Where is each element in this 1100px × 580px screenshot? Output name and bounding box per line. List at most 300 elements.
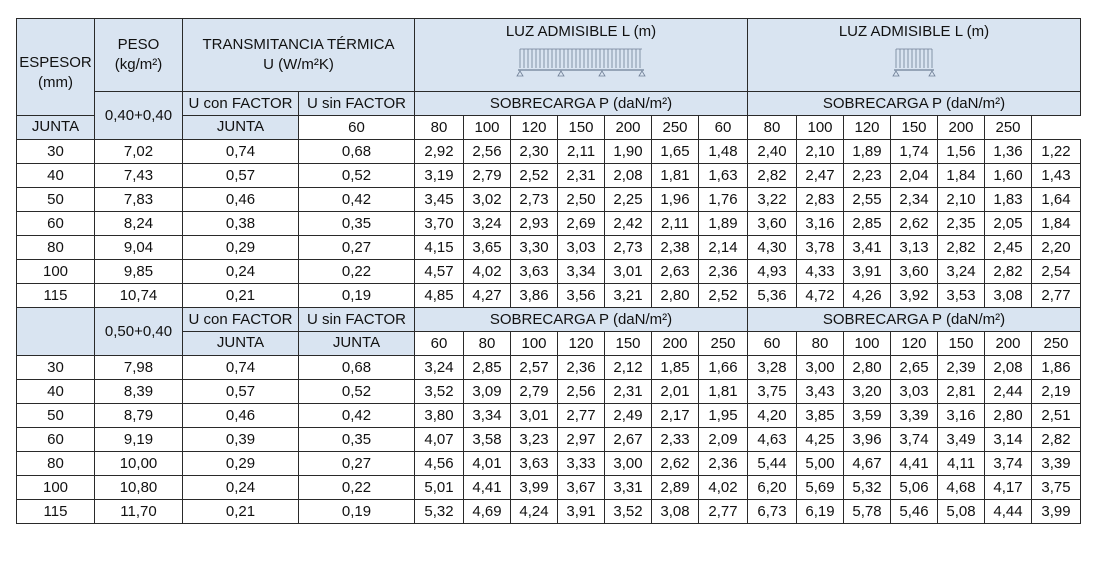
luz-right-cell: 5,69 <box>797 476 844 500</box>
u-con-cell: 0,29 <box>183 452 299 476</box>
sobrecarga-right-label: SOBRECARGA P (daN/m²) <box>748 92 1081 116</box>
luz-right-cell: 2,65 <box>891 356 938 380</box>
luz-right-cell: 1,83 <box>985 188 1032 212</box>
table-row <box>17 476 1081 500</box>
u-sin-factor-label: U sin FACTOR <box>299 92 415 116</box>
luz-left-cell: 3,45 <box>415 188 464 212</box>
luz-left-cell: 2,69 <box>558 212 605 236</box>
luz-left-cell: 2,17 <box>652 404 699 428</box>
table-row <box>17 188 1081 212</box>
u-con-cell: 0,39 <box>183 428 299 452</box>
u-sin-cell: 0,42 <box>299 404 415 428</box>
luz-right-cell: 3,00 <box>797 356 844 380</box>
luz-left-cell: 2,80 <box>652 284 699 308</box>
load-right-header: 80 <box>748 116 797 140</box>
u-con-cell: 0,24 <box>183 260 299 284</box>
luz-left-cell: 2,56 <box>558 380 605 404</box>
peso-cell: 8,24 <box>95 212 183 236</box>
luz-right-cell: 5,78 <box>844 500 891 524</box>
luz-right-cell: 2,35 <box>938 212 985 236</box>
luz-right-cell: 3,78 <box>797 236 844 260</box>
table-body <box>17 19 1081 524</box>
luz-right-cell: 1,56 <box>938 140 985 164</box>
luz-right-cell: 1,84 <box>938 164 985 188</box>
u-sin-cell: 0,19 <box>299 500 415 524</box>
espesor-cell: 60 <box>17 428 95 452</box>
luz-right-cell: 4,17 <box>985 476 1032 500</box>
table-row <box>17 500 1081 524</box>
luz-right-cell: 3,74 <box>985 452 1032 476</box>
load-left-header: 120 <box>511 116 558 140</box>
luz-left-cell: 5,01 <box>415 476 464 500</box>
luz-left-cell: 3,30 <box>511 236 558 260</box>
luz-right-cell: 3,75 <box>748 380 797 404</box>
luz-left-cell: 2,12 <box>605 356 652 380</box>
load-left-header: 120 <box>558 332 605 356</box>
luz-admisible-table <box>16 18 1081 524</box>
peso-cell: 10,74 <box>95 284 183 308</box>
luz-left-cell: 3,34 <box>558 260 605 284</box>
luz-right-cell: 3,49 <box>938 428 985 452</box>
luz-right-cell: 2,08 <box>985 356 1032 380</box>
u-con-cell: 0,74 <box>183 356 299 380</box>
luz-left-cell: 3,01 <box>605 260 652 284</box>
u-sin-cell: 0,52 <box>299 380 415 404</box>
luz-left-cell: 2,14 <box>699 236 748 260</box>
transmitancia-header-cell <box>183 19 415 92</box>
luz-right-cell: 2,45 <box>985 236 1032 260</box>
luz-left-cell: 1,90 <box>605 140 652 164</box>
luz-left-cell: 2,33 <box>652 428 699 452</box>
luz-right-cell: 4,93 <box>748 260 797 284</box>
espesor-cell: 80 <box>17 452 95 476</box>
luz-left-cell: 2,73 <box>511 188 558 212</box>
single-span-beam-diagram-icon <box>892 44 936 82</box>
u-sin-cell: 0,35 <box>299 212 415 236</box>
luz-right-cell: 2,82 <box>1032 428 1081 452</box>
luz-left-cell: 3,70 <box>415 212 464 236</box>
luz-left-cell: 4,15 <box>415 236 464 260</box>
luz-left-cell: 3,52 <box>415 380 464 404</box>
load-left-header: 100 <box>511 332 558 356</box>
u-con-cell: 0,38 <box>183 212 299 236</box>
load-right-header: 60 <box>748 332 797 356</box>
luz-left-cell: 1,81 <box>699 380 748 404</box>
table-row <box>17 428 1081 452</box>
u-sin-cell: 0,68 <box>299 140 415 164</box>
luz-right-cell: 2,77 <box>1032 284 1081 308</box>
load-left-header: 200 <box>605 116 652 140</box>
luz-left-cell: 4,24 <box>511 500 558 524</box>
luz-right-cell: 2,10 <box>797 140 844 164</box>
espesor-cell: 40 <box>17 164 95 188</box>
luz-right-cell: 2,40 <box>748 140 797 164</box>
luz-left-cell: 1,89 <box>699 212 748 236</box>
luz-right-cell: 2,47 <box>797 164 844 188</box>
luz-left-cell: 2,89 <box>652 476 699 500</box>
luz-left-cell: 2,09 <box>699 428 748 452</box>
luz-right-cell: 3,60 <box>891 260 938 284</box>
luz-right-cell: 2,81 <box>938 380 985 404</box>
section-header-row-1 <box>17 308 1081 332</box>
peso-cell: 7,98 <box>95 356 183 380</box>
peso-cell: 8,39 <box>95 380 183 404</box>
luz-right-cell: 3,53 <box>938 284 985 308</box>
luz-left-cell: 2,25 <box>605 188 652 212</box>
load-left-header: 80 <box>464 332 511 356</box>
luz-right-cell: 3,41 <box>844 236 891 260</box>
luz-left-title: LUZ ADMISIBLE L (m) <box>505 23 657 40</box>
luz-left-cell: 4,85 <box>415 284 464 308</box>
luz-left-cell: 4,07 <box>415 428 464 452</box>
u-con-factor-label: U con FACTOR <box>183 308 299 332</box>
luz-left-cell: 3,34 <box>464 404 511 428</box>
luz-left-cell: 2,30 <box>511 140 558 164</box>
luz-left-header-cell <box>415 19 748 92</box>
luz-right-cell: 2,39 <box>938 356 985 380</box>
u-con-cell: 0,21 <box>183 500 299 524</box>
u-con-junta-label: JUNTA <box>183 332 299 356</box>
u-sin-cell: 0,22 <box>299 476 415 500</box>
luz-right-cell: 4,20 <box>748 404 797 428</box>
peso-label-cell: 0,40+0,40 <box>95 92 183 140</box>
luz-left-cell: 4,69 <box>464 500 511 524</box>
luz-right-cell: 5,06 <box>891 476 938 500</box>
luz-left-cell: 5,32 <box>415 500 464 524</box>
u-sin-cell: 0,22 <box>299 260 415 284</box>
table-row <box>17 164 1081 188</box>
luz-right-cell: 2,80 <box>844 356 891 380</box>
luz-right-cell: 4,72 <box>797 284 844 308</box>
sobrecarga-right-label: SOBRECARGA P (daN/m²) <box>748 308 1081 332</box>
luz-left-cell: 1,63 <box>699 164 748 188</box>
load-right-header: 60 <box>699 116 748 140</box>
luz-right-cell: 3,39 <box>891 404 938 428</box>
u-con-junta-label: JUNTA <box>17 116 95 140</box>
luz-right-cell: 4,67 <box>844 452 891 476</box>
luz-left-cell: 1,85 <box>652 356 699 380</box>
espesor-cell: 60 <box>17 212 95 236</box>
luz-right-cell: 5,36 <box>748 284 797 308</box>
table-row <box>17 380 1081 404</box>
luz-right-cell: 1,60 <box>985 164 1032 188</box>
u-con-cell: 0,29 <box>183 236 299 260</box>
u-sin-cell: 0,52 <box>299 164 415 188</box>
u-con-cell: 0,46 <box>183 404 299 428</box>
luz-left-cell: 1,96 <box>652 188 699 212</box>
luz-right-cell: 3,59 <box>844 404 891 428</box>
load-left-header: 100 <box>464 116 511 140</box>
luz-left-cell: 2,77 <box>699 500 748 524</box>
load-left-header: 60 <box>415 332 464 356</box>
luz-right-cell: 2,04 <box>891 164 938 188</box>
luz-left-cell: 2,52 <box>511 164 558 188</box>
luz-right-cell: 3,85 <box>797 404 844 428</box>
luz-right-cell: 3,39 <box>1032 452 1081 476</box>
luz-left-cell: 1,66 <box>699 356 748 380</box>
luz-right-cell: 3,22 <box>748 188 797 212</box>
luz-left-cell: 3,23 <box>511 428 558 452</box>
u-con-cell: 0,57 <box>183 164 299 188</box>
luz-left-cell: 2,97 <box>558 428 605 452</box>
luz-right-cell: 1,84 <box>1032 212 1081 236</box>
espesor-cell: 100 <box>17 260 95 284</box>
peso-cell: 9,19 <box>95 428 183 452</box>
luz-right-cell: 4,63 <box>748 428 797 452</box>
luz-left-cell: 4,56 <box>415 452 464 476</box>
luz-right-title: LUZ ADMISIBLE L (m) <box>838 23 990 40</box>
luz-right-cell: 3,14 <box>985 428 1032 452</box>
luz-left-cell: 4,01 <box>464 452 511 476</box>
peso-label-cell: 0,50+0,40 <box>95 308 183 356</box>
u-con-cell: 0,46 <box>183 188 299 212</box>
luz-right-cell: 6,20 <box>748 476 797 500</box>
luz-right-cell: 3,08 <box>985 284 1032 308</box>
luz-left-cell: 2,50 <box>558 188 605 212</box>
espesor-cell: 80 <box>17 236 95 260</box>
espesor-cell: 50 <box>17 404 95 428</box>
sobrecarga-left-label: SOBRECARGA P (daN/m²) <box>415 92 748 116</box>
luz-left-cell: 3,02 <box>464 188 511 212</box>
luz-right-cell: 6,73 <box>748 500 797 524</box>
luz-right-cell: 1,36 <box>985 140 1032 164</box>
u-con-cell: 0,24 <box>183 476 299 500</box>
luz-left-cell: 2,85 <box>464 356 511 380</box>
table-row <box>17 356 1081 380</box>
luz-left-cell: 2,36 <box>699 452 748 476</box>
u-sin-cell: 0,19 <box>299 284 415 308</box>
luz-left-cell: 2,93 <box>511 212 558 236</box>
luz-right-cell: 3,43 <box>797 380 844 404</box>
luz-right-cell: 2,62 <box>891 212 938 236</box>
load-left-header: 80 <box>415 116 464 140</box>
luz-left-cell: 2,31 <box>558 164 605 188</box>
luz-left-cell: 2,31 <box>605 380 652 404</box>
luz-right-cell: 1,22 <box>1032 140 1081 164</box>
luz-right-cell: 1,86 <box>1032 356 1081 380</box>
u-sin-cell: 0,35 <box>299 428 415 452</box>
luz-right-cell: 2,19 <box>1032 380 1081 404</box>
luz-left-cell: 2,56 <box>464 140 511 164</box>
luz-right-cell: 4,11 <box>938 452 985 476</box>
luz-right-cell: 3,96 <box>844 428 891 452</box>
luz-right-cell: 3,74 <box>891 428 938 452</box>
luz-right-cell: 3,60 <box>748 212 797 236</box>
luz-left-cell: 2,11 <box>558 140 605 164</box>
luz-left-cell: 3,21 <box>605 284 652 308</box>
u-con-cell: 0,57 <box>183 380 299 404</box>
u-sin-junta-label: JUNTA <box>299 332 415 356</box>
load-right-header: 100 <box>797 116 844 140</box>
load-right-header: 120 <box>891 332 938 356</box>
load-right-header: 250 <box>1032 332 1081 356</box>
table-row <box>17 284 1081 308</box>
luz-right-cell: 4,25 <box>797 428 844 452</box>
espesor-blank-cell <box>17 308 95 356</box>
luz-right-cell: 4,33 <box>797 260 844 284</box>
luz-left-cell: 3,56 <box>558 284 605 308</box>
sobrecarga-left-label: SOBRECARGA P (daN/m²) <box>415 308 748 332</box>
luz-left-cell: 3,24 <box>464 212 511 236</box>
luz-right-cell: 3,03 <box>891 380 938 404</box>
luz-left-cell: 2,79 <box>511 380 558 404</box>
u-sin-cell: 0,68 <box>299 356 415 380</box>
section-header-row-1 <box>17 92 1081 116</box>
table-row <box>17 260 1081 284</box>
luz-left-cell: 2,42 <box>605 212 652 236</box>
luz-left-cell: 2,79 <box>464 164 511 188</box>
luz-left-cell: 2,73 <box>605 236 652 260</box>
table-row <box>17 236 1081 260</box>
espesor-header-cell <box>17 19 95 116</box>
luz-left-cell: 1,48 <box>699 140 748 164</box>
espesor-header: ESPESOR <box>19 54 92 71</box>
luz-right-cell: 2,80 <box>985 404 1032 428</box>
luz-left-cell: 4,57 <box>415 260 464 284</box>
luz-left-cell: 2,38 <box>652 236 699 260</box>
luz-left-cell: 3,24 <box>415 356 464 380</box>
luz-right-cell: 3,75 <box>1032 476 1081 500</box>
load-left-header: 250 <box>652 116 699 140</box>
u-sin-cell: 0,27 <box>299 452 415 476</box>
luz-right-cell: 3,16 <box>797 212 844 236</box>
espesor-cell: 115 <box>17 500 95 524</box>
luz-left-cell: 2,92 <box>415 140 464 164</box>
luz-left-cell: 3,99 <box>511 476 558 500</box>
load-left-header: 200 <box>652 332 699 356</box>
peso-cell: 7,83 <box>95 188 183 212</box>
luz-right-cell: 5,00 <box>797 452 844 476</box>
luz-right-cell: 1,43 <box>1032 164 1081 188</box>
luz-left-cell: 4,02 <box>699 476 748 500</box>
luz-left-cell: 4,27 <box>464 284 511 308</box>
luz-right-cell: 3,28 <box>748 356 797 380</box>
luz-right-cell: 6,19 <box>797 500 844 524</box>
luz-left-cell: 2,11 <box>652 212 699 236</box>
peso-cell: 7,43 <box>95 164 183 188</box>
luz-right-cell: 3,24 <box>938 260 985 284</box>
load-right-header: 150 <box>938 332 985 356</box>
load-right-header: 80 <box>797 332 844 356</box>
luz-right-cell: 2,82 <box>938 236 985 260</box>
table-row <box>17 404 1081 428</box>
peso-unit: (kg/m²) <box>114 56 163 73</box>
luz-left-cell: 3,63 <box>511 260 558 284</box>
u-sin-cell: 0,27 <box>299 236 415 260</box>
peso-cell: 10,00 <box>95 452 183 476</box>
u-sin-cell: 0,42 <box>299 188 415 212</box>
luz-right-cell: 4,41 <box>891 452 938 476</box>
luz-left-cell: 3,86 <box>511 284 558 308</box>
luz-right-cell: 3,16 <box>938 404 985 428</box>
luz-left-cell: 4,02 <box>464 260 511 284</box>
load-right-header: 150 <box>891 116 938 140</box>
luz-right-cell: 2,05 <box>985 212 1032 236</box>
luz-right-cell: 5,46 <box>891 500 938 524</box>
luz-right-cell: 1,64 <box>1032 188 1081 212</box>
luz-right-cell: 4,68 <box>938 476 985 500</box>
luz-left-cell: 1,65 <box>652 140 699 164</box>
espesor-cell: 115 <box>17 284 95 308</box>
luz-left-cell: 2,67 <box>605 428 652 452</box>
luz-left-cell: 1,76 <box>699 188 748 212</box>
luz-left-cell: 2,57 <box>511 356 558 380</box>
espesor-cell: 100 <box>17 476 95 500</box>
luz-right-cell: 2,82 <box>748 164 797 188</box>
luz-right-cell: 2,23 <box>844 164 891 188</box>
peso-cell: 9,04 <box>95 236 183 260</box>
luz-left-cell: 3,58 <box>464 428 511 452</box>
peso-cell: 7,02 <box>95 140 183 164</box>
u-con-cell: 0,21 <box>183 284 299 308</box>
luz-left-cell: 3,00 <box>605 452 652 476</box>
luz-right-cell: 2,54 <box>1032 260 1081 284</box>
luz-right-cell: 4,44 <box>985 500 1032 524</box>
luz-right-header-cell <box>748 19 1081 92</box>
luz-left-cell: 3,08 <box>652 500 699 524</box>
luz-right-cell: 1,74 <box>891 140 938 164</box>
espesor-unit: (mm) <box>38 74 73 91</box>
luz-left-cell: 3,09 <box>464 380 511 404</box>
luz-right-cell: 3,99 <box>1032 500 1081 524</box>
luz-left-cell: 3,65 <box>464 236 511 260</box>
luz-left-cell: 1,95 <box>699 404 748 428</box>
multi-span-beam-diagram-icon <box>516 44 646 82</box>
luz-left-cell: 2,49 <box>605 404 652 428</box>
luz-left-cell: 2,01 <box>652 380 699 404</box>
u-con-factor-label: U con FACTOR <box>183 92 299 116</box>
luz-left-cell: 3,03 <box>558 236 605 260</box>
load-right-header: 120 <box>844 116 891 140</box>
load-left-header: 60 <box>299 116 415 140</box>
luz-left-cell: 3,91 <box>558 500 605 524</box>
load-left-header: 150 <box>558 116 605 140</box>
luz-left-cell: 2,36 <box>699 260 748 284</box>
luz-right-cell: 3,92 <box>891 284 938 308</box>
luz-right-cell: 3,13 <box>891 236 938 260</box>
luz-right-cell: 2,82 <box>985 260 1032 284</box>
luz-right-cell: 2,10 <box>938 188 985 212</box>
luz-right-cell: 3,91 <box>844 260 891 284</box>
luz-right-cell: 5,32 <box>844 476 891 500</box>
peso-cell: 10,80 <box>95 476 183 500</box>
espesor-cell: 50 <box>17 188 95 212</box>
luz-right-cell: 2,44 <box>985 380 1032 404</box>
luz-left-cell: 2,62 <box>652 452 699 476</box>
luz-left-cell: 3,19 <box>415 164 464 188</box>
load-left-header: 250 <box>699 332 748 356</box>
luz-left-cell: 2,36 <box>558 356 605 380</box>
luz-left-cell: 2,63 <box>652 260 699 284</box>
table-row <box>17 452 1081 476</box>
load-right-header: 200 <box>938 116 985 140</box>
luz-left-cell: 4,41 <box>464 476 511 500</box>
espesor-cell: 40 <box>17 380 95 404</box>
peso-cell: 8,79 <box>95 404 183 428</box>
table-row <box>17 212 1081 236</box>
u-sin-junta-label: JUNTA <box>183 116 299 140</box>
luz-right-cell: 2,20 <box>1032 236 1081 260</box>
luz-left-cell: 3,52 <box>605 500 652 524</box>
luz-left-cell: 2,77 <box>558 404 605 428</box>
luz-right-cell: 4,26 <box>844 284 891 308</box>
luz-right-cell: 2,34 <box>891 188 938 212</box>
luz-left-cell: 3,80 <box>415 404 464 428</box>
luz-right-cell: 2,55 <box>844 188 891 212</box>
table-row <box>17 140 1081 164</box>
luz-left-cell: 3,63 <box>511 452 558 476</box>
luz-right-cell: 5,08 <box>938 500 985 524</box>
